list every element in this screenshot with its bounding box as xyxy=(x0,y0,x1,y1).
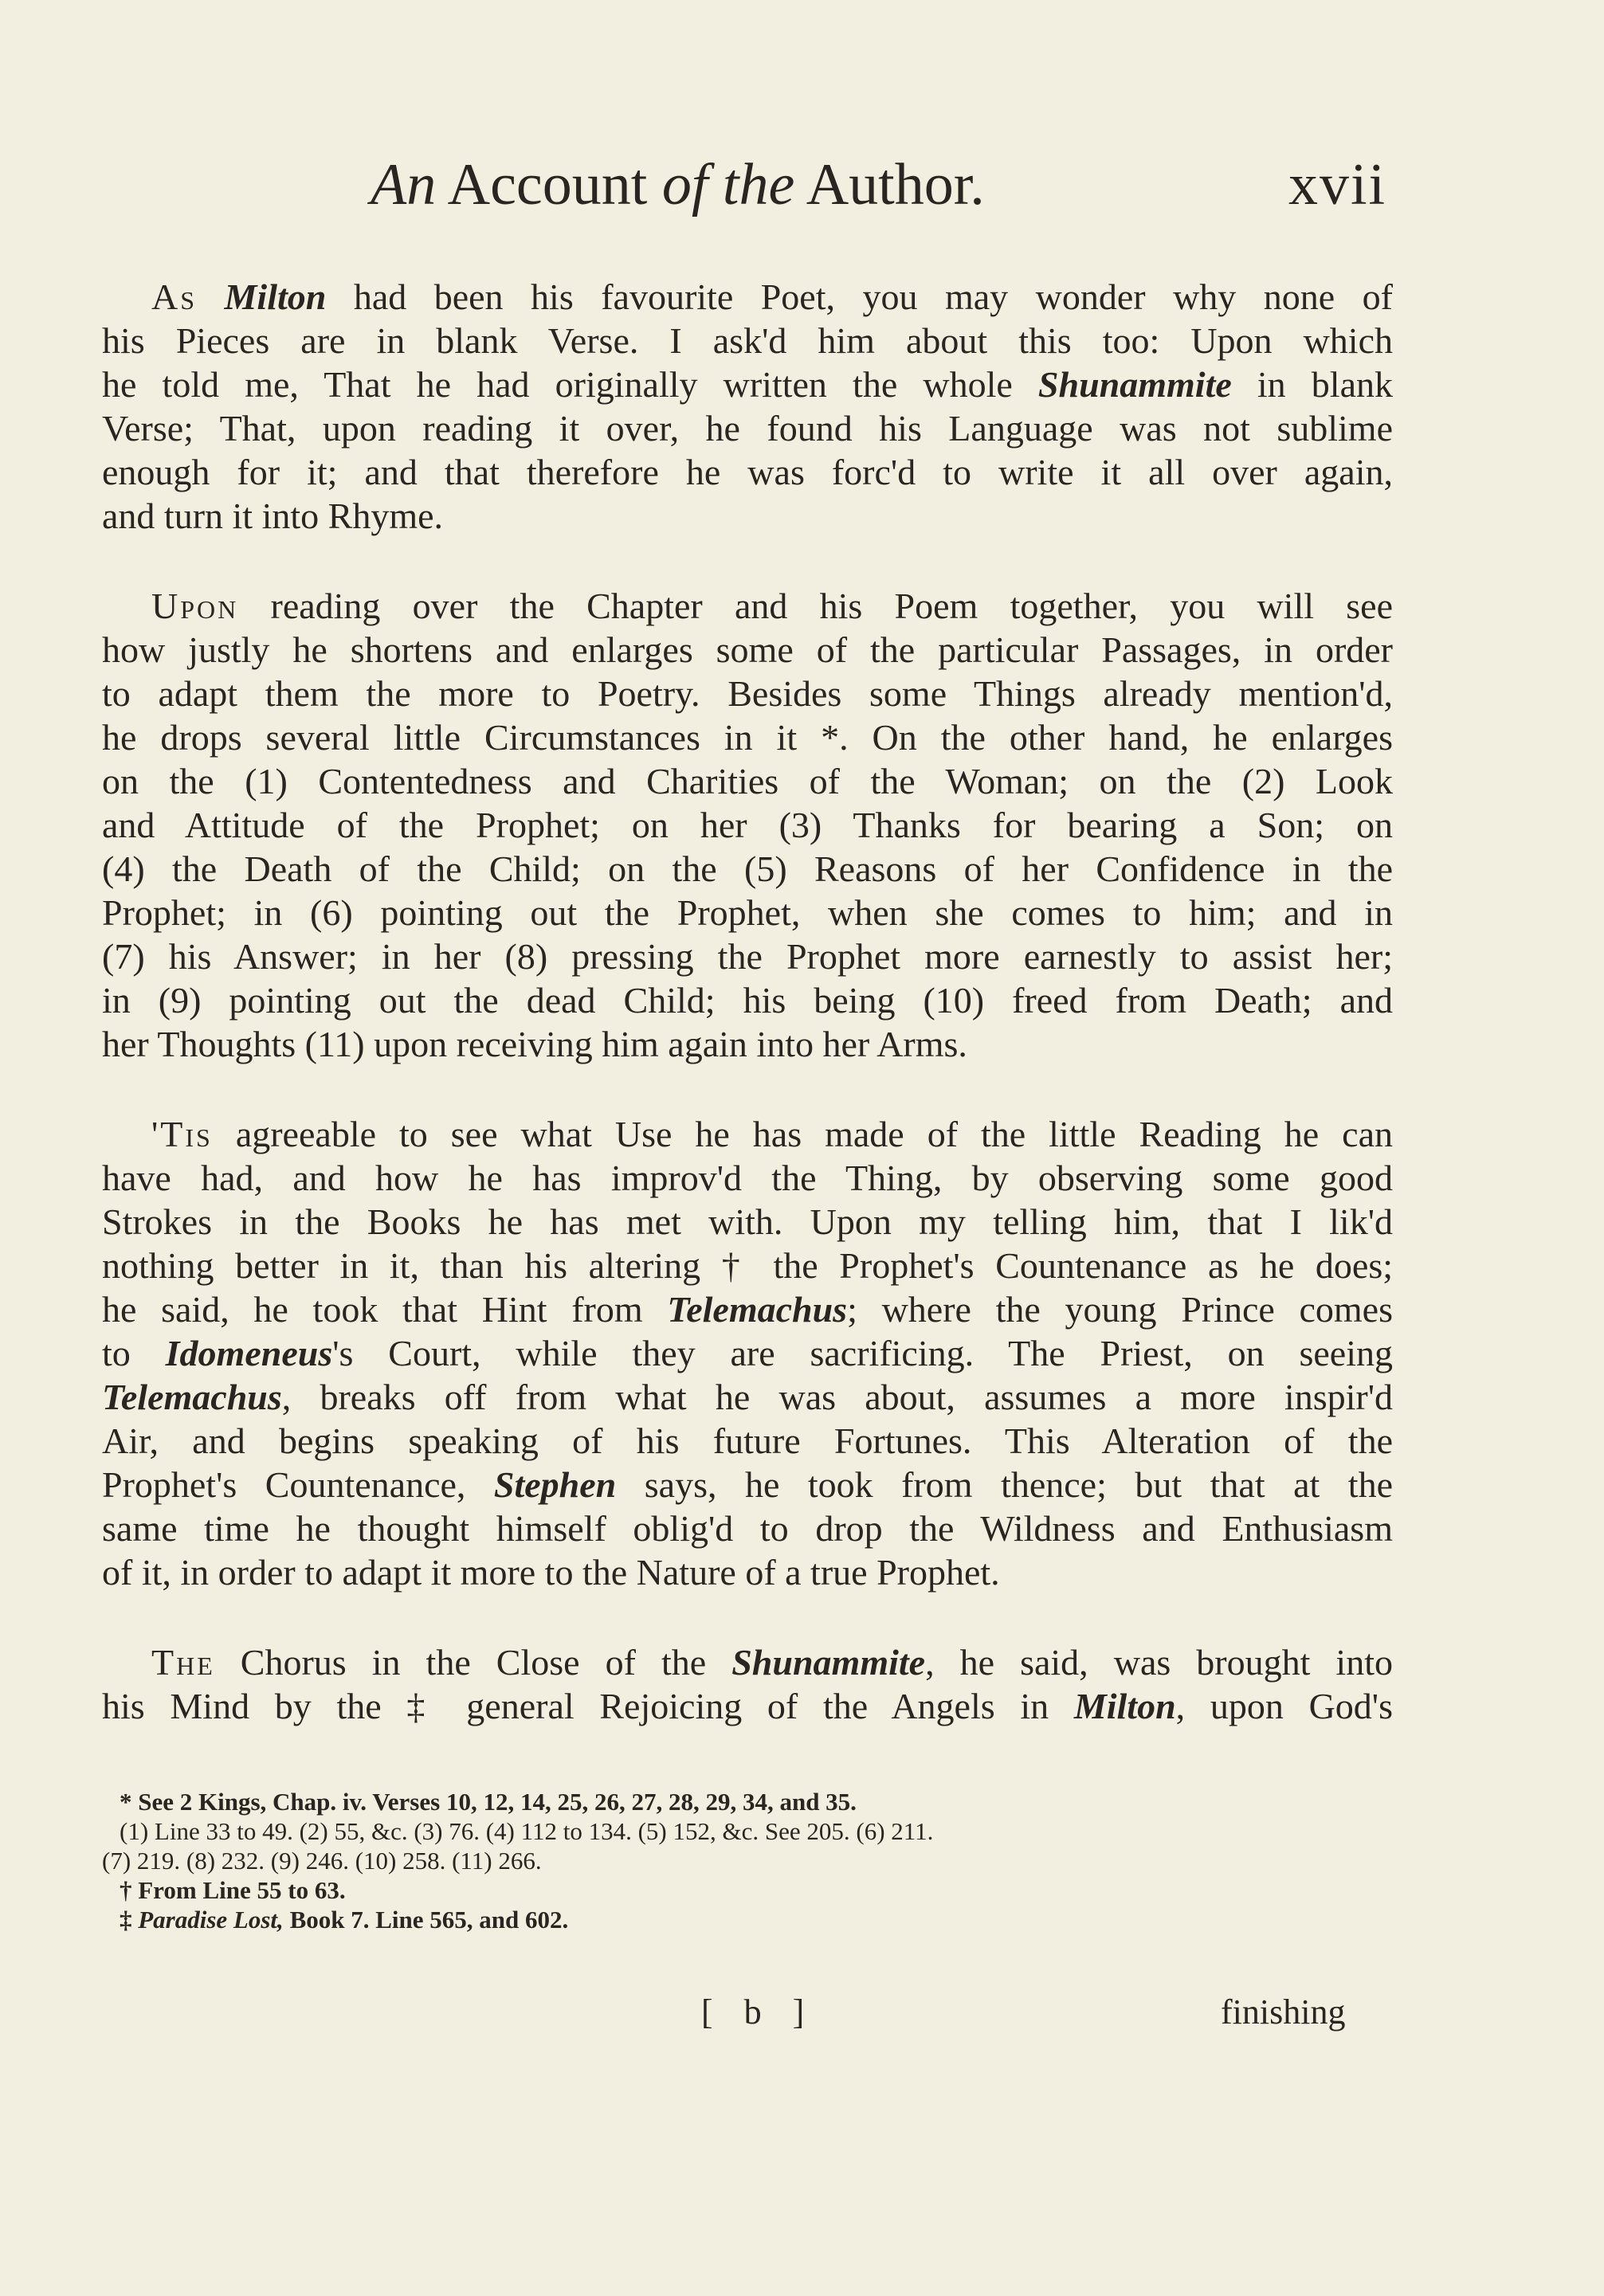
footnote-line-refs: (1) Line 33 to 49. (2) 55, &c. (3) 76. (4) 112 to 134. (5) 152, &c. See 205. (6) 211. xyxy=(120,1817,934,1845)
text-line: Verse; That, upon reading it over, he found his Language was not sublime xyxy=(102,408,1393,449)
paragraph-lead-word: 'Tis xyxy=(151,1114,213,1154)
line-text: reading over the Chapter and his Poem together, you will see xyxy=(238,586,1393,626)
text-line: of it, in order to adapt it more to the Nature of a true Prophet. xyxy=(102,1552,1000,1593)
catchword: finishing xyxy=(1221,1992,1346,2032)
line-text: he said, he took that Hint from xyxy=(102,1289,668,1330)
text-line xyxy=(102,1331,1393,1375)
text-line: Strokes in the Books he has met with. Upon my telling him, that I lik'd xyxy=(102,1201,1393,1242)
text-line: on the (1) Contentedness and Charities of the Woman; on the (2) Look xyxy=(102,761,1393,801)
title-shunammite: Shunammite xyxy=(1037,364,1232,405)
footnotes xyxy=(102,1787,1393,1934)
paragraph-lead-word: Upon xyxy=(151,586,239,626)
text-line xyxy=(102,362,1393,406)
line-text: 's Court, while they are sacrificing. The Priest, on seeing xyxy=(332,1333,1393,1373)
text-line: nothing better in it, than his altering † the Prophet's Countenance as he does; xyxy=(102,1245,1393,1286)
line-text: to xyxy=(102,1333,166,1373)
paragraph-3 xyxy=(102,1112,1393,1594)
paragraph-lead-word: The xyxy=(151,1642,215,1683)
line-text: had been his favourite Poet, you may wonder why none of xyxy=(326,276,1393,317)
name-milton: Milton xyxy=(1073,1686,1176,1726)
line-text: agreeable to see what Use he has made of the little Reading he can xyxy=(212,1114,1393,1154)
title-word-of: of xyxy=(661,152,708,217)
text-line: her Thoughts (11) upon receiving him again into her Arms. xyxy=(102,1024,967,1064)
text-line: and Attitude of the Prophet; on her (3) Thanks for bearing a Son; on xyxy=(102,805,1393,845)
line-text: Chorus in the Close of the xyxy=(214,1642,732,1683)
footnote-mark: ‡ xyxy=(120,1906,139,1934)
page-number: xvii xyxy=(1288,152,1387,217)
line-text: his Mind by the ‡ general Rejoicing of the Angels in xyxy=(102,1686,1074,1726)
paragraph-4 xyxy=(102,1640,1393,1728)
footnote-double-dagger xyxy=(102,1905,1393,1934)
text-line: same time he thought himself oblig'd to drop the Wildness and Enthusiasm xyxy=(102,1508,1393,1549)
paragraph-1 xyxy=(102,275,1393,538)
text-line: enough for it; and that therefore he was forc'd to write it all over again, xyxy=(102,452,1393,492)
text-line: (7) his Answer; in her (8) pressing the Prophet more earnestly to assist her; xyxy=(102,936,1393,977)
footnote-asterisk: * See 2 Kings, Chap. iv. Verses 10, 12, 14, 25, 26, 27, 28, 29, 34, and 35. xyxy=(120,1788,857,1816)
name-idomeneus: Idomeneus xyxy=(165,1333,333,1373)
footnote-dagger: † From Line 55 to 63. xyxy=(120,1876,346,1904)
title-word-author: Author. xyxy=(806,152,985,217)
text-line xyxy=(102,1463,1393,1507)
paragraph-lead-word: As xyxy=(151,276,198,317)
name-telemachus: Telemachus xyxy=(667,1289,848,1330)
text-line: (4) the Death of the Child; on the (5) Reasons of her Confidence in the xyxy=(102,848,1393,889)
text-line: Prophet; in (6) pointing out the Prophet, when she comes to him; and in xyxy=(102,892,1393,933)
line-text: , upon God's xyxy=(1175,1686,1393,1726)
text-line: Air, and begins speaking of his future Fortunes. This Alteration of the xyxy=(102,1420,1393,1461)
text-line xyxy=(102,1112,1393,1156)
page-footer xyxy=(0,1992,1604,2047)
line-text: , breaks off from what he was about, assumes a more inspir'd xyxy=(281,1377,1393,1417)
line-text: he told me, That he had originally written the whole xyxy=(102,364,1038,405)
text-line: and turn it into Rhyme. xyxy=(102,496,444,536)
text-line xyxy=(102,1375,1393,1419)
text-line: in (9) pointing out the dead Child; his being (10) freed from Death; and xyxy=(102,980,1393,1021)
running-title xyxy=(371,145,985,225)
line-text: , he said, was brought into xyxy=(925,1642,1393,1683)
main-text xyxy=(102,275,1393,1728)
title-shunammite: Shunammite xyxy=(731,1642,926,1683)
name-telemachus: Telemachus xyxy=(102,1377,282,1417)
text-line: have had, and how he has improv'd the Thing, by observing some good xyxy=(102,1158,1393,1198)
line-text: ; where the young Prince comes xyxy=(847,1289,1393,1330)
text-line xyxy=(102,1640,1393,1684)
running-header xyxy=(0,145,1604,233)
title-word-the: the xyxy=(722,152,795,217)
text-line xyxy=(102,584,1393,628)
signature-mark: [ b ] xyxy=(701,1992,816,2032)
footnote-line-refs-cont: (7) 219. (8) 232. (9) 246. (10) 258. (11) 266. xyxy=(102,1847,542,1875)
text-line xyxy=(102,1684,1393,1728)
text-line: his Pieces are in blank Verse. I ask'd him about this too: Upon which xyxy=(102,320,1393,361)
line-text: in blank xyxy=(1231,364,1393,405)
line-text: says, he took from thence; but that at the xyxy=(616,1464,1393,1505)
text-line xyxy=(102,275,1393,319)
text-line: to adapt them the more to Poetry. Besides some Things already mention'd, xyxy=(102,673,1393,714)
title-word-account: Account xyxy=(447,152,648,217)
paragraph-2 xyxy=(102,584,1393,1066)
name-milton: Milton xyxy=(224,276,327,317)
line-text: Prophet's Countenance, xyxy=(102,1464,494,1505)
title-word-an: An xyxy=(371,152,437,217)
text-line: he drops several little Circumstances in it *. On the other hand, he enlarges xyxy=(102,717,1393,758)
name-stephen: Stephen xyxy=(493,1464,617,1505)
footnote-text: Book 7. Line 565, and 602. xyxy=(283,1906,569,1934)
text-line xyxy=(102,1287,1393,1331)
text-line: how justly he shortens and enlarges some of the particular Passages, in order xyxy=(102,629,1393,670)
footnote-title: Paradise Lost, xyxy=(138,1906,284,1934)
